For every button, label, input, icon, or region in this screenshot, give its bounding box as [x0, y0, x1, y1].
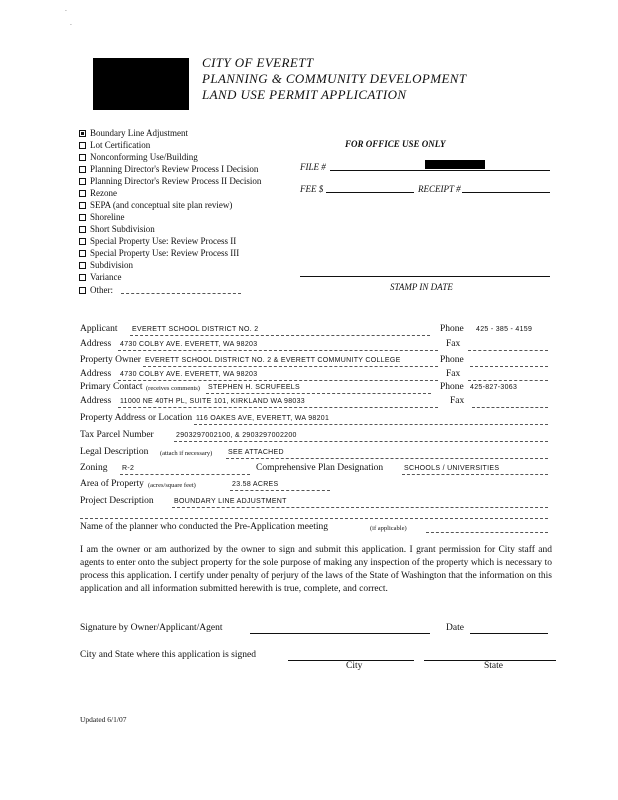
permit-option-label: Nonconforming Use/Building — [90, 152, 198, 162]
form-title: LAND USE PERMIT APPLICATION — [202, 87, 407, 102]
area-label: Area of Property — [80, 479, 144, 489]
updated-date: Updated 6/1/07 — [80, 715, 127, 724]
owner-address-label: Address — [80, 369, 112, 379]
office-use-title: FOR OFFICE USE ONLY — [345, 139, 446, 149]
checkbox[interactable] — [79, 287, 86, 294]
property-address-line — [194, 424, 548, 425]
legal-description-sublabel: (attach if necessary) — [160, 450, 213, 457]
applicant-fax-label: Fax — [446, 339, 461, 349]
permit-option[interactable] — [79, 200, 232, 210]
project-description-line-2[interactable] — [80, 518, 548, 519]
owner-value[interactable]: EVERETT SCHOOL DISTRICT NO. 2 & EVERETT COMMUNITY COLLEGE — [145, 357, 401, 364]
permit-option-label: Planning Director's Review Process II Decision — [90, 176, 262, 186]
contact-fax-label: Fax — [450, 396, 465, 406]
permit-option-label: Planning Director's Review Process I Decision — [90, 164, 259, 174]
property-address-value[interactable]: 116 OAKES AVE, EVERETT, WA 98201 — [196, 415, 330, 422]
certification-statement: I am the owner or am authorized by the owner to sign and submit this application. I grant permission for City staff and agents to enter onto the subject property for the sole purpose of making any inspection of the property which is necessary to process this application. I certify under penalty of perjury of the laws of the State of Washington that the information on this application and all information submitted herewith is true, complete, and correct. — [80, 545, 552, 594]
owner-fax-line[interactable] — [468, 380, 548, 381]
department-title: PLANNING & COMMUNITY DEVELOPMENT — [202, 71, 467, 86]
contact-phone-label: Phone — [440, 382, 464, 392]
area-sublabel: (acres/square feet) — [148, 482, 196, 489]
scan-speck: · — [65, 8, 67, 15]
stamp-line — [300, 276, 550, 277]
permit-option-label: Other: — [90, 285, 113, 295]
receipt-line[interactable] — [462, 192, 550, 193]
legal-description-line — [226, 458, 548, 459]
applicant-value[interactable]: EVERETT SCHOOL DISTRICT NO. 2 — [132, 326, 259, 333]
contact-fax-line[interactable] — [472, 407, 548, 408]
owner-phone-label: Phone — [440, 355, 464, 365]
property-address-label: Property Address or Location — [80, 413, 193, 423]
fee-line[interactable] — [326, 192, 414, 193]
signature-line[interactable] — [250, 633, 430, 634]
owner-address-line — [118, 380, 438, 381]
preapp-planner-label: Name of the planner who conducted the Pre-Application meeting — [80, 522, 328, 532]
contact-address-line — [118, 407, 438, 408]
comp-plan-value[interactable]: SCHOOLS / UNIVERSITIES — [404, 465, 500, 472]
signature-label: Signature by Owner/Applicant/Agent — [80, 623, 223, 633]
applicant-line — [130, 335, 430, 336]
permit-option[interactable] — [79, 212, 125, 222]
legal-description-label: Legal Description — [80, 447, 149, 457]
contact-sublabel: (receives comments) — [146, 385, 200, 392]
city-state-label: City and State where this application is signed — [80, 650, 256, 660]
permit-option[interactable] — [79, 164, 258, 174]
checkbox[interactable] — [79, 178, 86, 185]
permit-option-label: Rezone — [90, 188, 117, 198]
tax-parcel-value[interactable]: 2903297002100, & 2903297002200 — [176, 432, 297, 439]
contact-address-value[interactable]: 11000 NE 40TH PL, SUITE 101, KIRKLAND WA 98033 — [120, 398, 305, 405]
file-number-label: FILE # — [300, 162, 326, 172]
owner-label: Property Owner — [80, 355, 141, 365]
permit-option-label: SEPA (and conceptual site plan review) — [90, 200, 233, 210]
fee-label: FEE $ — [300, 184, 324, 194]
applicant-phone-value[interactable]: 425 - 385 - 4159 — [476, 326, 533, 333]
permit-option[interactable] — [79, 128, 188, 138]
project-description-line — [172, 507, 548, 508]
owner-line — [143, 366, 438, 367]
checkbox[interactable] — [79, 250, 86, 257]
permit-option[interactable] — [79, 272, 121, 282]
owner-phone-line[interactable] — [470, 366, 548, 367]
checkbox[interactable] — [79, 190, 86, 197]
permit-option-label: Short Subdivision — [90, 224, 155, 234]
area-line — [230, 490, 330, 491]
permit-option[interactable] — [79, 176, 261, 186]
permit-option[interactable] — [79, 152, 198, 162]
applicant-address-label: Address — [80, 339, 112, 349]
contact-phone-value[interactable]: 425-827-3063 — [470, 384, 518, 391]
file-number-line[interactable] — [330, 170, 550, 171]
preapp-planner-line[interactable] — [426, 532, 548, 533]
checkbox[interactable] — [79, 238, 86, 245]
receipt-label: RECEIPT # — [418, 184, 461, 194]
checkbox[interactable] — [79, 274, 86, 281]
owner-address-value[interactable]: 4730 COLBY AVE. EVERETT, WA 98203 — [120, 371, 258, 378]
permit-option-label: Variance — [90, 272, 122, 282]
tax-parcel-label: Tax Parcel Number — [80, 430, 154, 440]
tax-parcel-line — [174, 441, 548, 442]
permit-option-label: Special Property Use: Review Process II — [90, 236, 237, 246]
permit-option[interactable] — [79, 285, 241, 295]
applicant-phone-label: Phone — [440, 324, 464, 334]
legal-description-value[interactable]: SEE ATTACHED — [228, 449, 284, 456]
owner-fax-label: Fax — [446, 369, 461, 379]
permit-option[interactable] — [79, 224, 155, 234]
city-caption: City — [346, 661, 363, 671]
applicant-address-value[interactable]: 4730 COLBY AVE. EVERETT, WA 98203 — [120, 341, 258, 348]
permit-option[interactable] — [79, 260, 133, 270]
city-title: CITY OF EVERETT — [202, 55, 314, 70]
checkbox[interactable] — [79, 226, 86, 233]
comp-plan-line — [402, 474, 548, 475]
redacted-logo — [93, 58, 189, 110]
redacted-file-number — [425, 160, 485, 169]
permit-option[interactable] — [79, 248, 239, 258]
checkbox[interactable] — [79, 262, 86, 269]
contact-label: Primary Contact — [80, 382, 143, 392]
applicant-fax-line[interactable] — [468, 350, 548, 351]
contact-value[interactable]: STEPHEN H. SCRUFEELS — [208, 384, 300, 391]
contact-line — [206, 393, 431, 394]
state-caption: State — [484, 661, 503, 671]
permit-option-label: Subdivision — [90, 260, 134, 270]
permit-option-label: Lot Certification — [90, 140, 151, 150]
checkbox[interactable] — [79, 166, 86, 173]
permit-option-label: Shoreline — [90, 212, 125, 222]
checkbox[interactable] — [79, 202, 86, 209]
checkbox[interactable] — [79, 214, 86, 221]
checkbox[interactable] — [79, 142, 86, 149]
permit-option[interactable] — [79, 140, 150, 150]
applicant-label: Applicant — [80, 324, 118, 334]
comp-plan-label: Comprehensive Plan Designation — [256, 463, 384, 473]
applicant-address-line — [118, 350, 438, 351]
zoning-line — [120, 474, 250, 475]
stamp-in-date-label: STAMP IN DATE — [390, 282, 453, 292]
date-label: Date — [446, 623, 464, 633]
project-description-label: Project Description — [80, 496, 154, 506]
scan-speck: · — [70, 22, 72, 29]
permit-option[interactable] — [79, 236, 236, 246]
preapp-planner-sublabel: (if applicable) — [370, 525, 407, 532]
area-value[interactable]: 23.58 ACRES — [232, 481, 279, 488]
zoning-value[interactable]: R-2 — [122, 465, 135, 472]
zoning-label: Zoning — [80, 463, 108, 473]
project-description-value[interactable]: BOUNDARY LINE ADJUSTMENT — [174, 498, 287, 505]
checkbox-checked[interactable] — [79, 130, 86, 137]
checkbox[interactable] — [79, 154, 86, 161]
permit-option-label: Boundary Line Adjustment — [90, 128, 188, 138]
permit-option[interactable] — [79, 188, 117, 198]
permit-option-label: Special Property Use: Review Process III — [90, 248, 240, 258]
date-line[interactable] — [470, 633, 548, 634]
contact-address-label: Address — [80, 396, 112, 406]
